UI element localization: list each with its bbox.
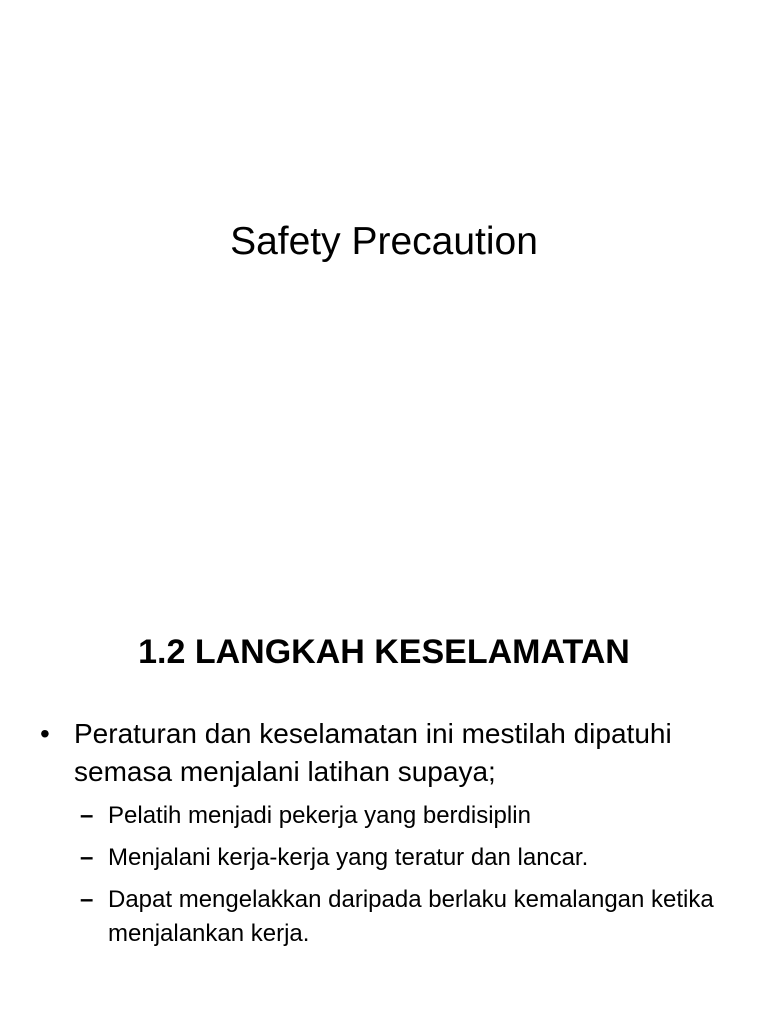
sub-marker: –	[80, 802, 94, 829]
slide-content	[0, 512, 768, 1024]
sub-marker: –	[80, 886, 94, 913]
bullet-text: Peraturan dan keselamatan ini mestilah dipatuhi semasa menjalani latihan supaya;	[74, 718, 672, 787]
sub-item	[80, 841, 750, 875]
bullet-item	[40, 715, 750, 791]
sub-item-text: Menjalani kerja-kerja yang teratur dan lancar.	[108, 844, 589, 871]
slide-title-heading: Safety Precaution	[230, 220, 538, 263]
sub-item	[80, 799, 750, 833]
sub-marker: –	[80, 844, 94, 871]
sub-list	[40, 799, 750, 951]
sub-item-text: Pelatih menjadi pekerja yang berdisiplin	[108, 802, 531, 829]
slide-content-heading: 1.2 LANGKAH KESELAMATAN	[138, 633, 630, 671]
bullet-marker: •	[40, 718, 50, 749]
sub-item	[80, 883, 750, 951]
sub-item-text: Dapat mengelakkan daripada berlaku kemalangan ketika menjalankan kerja.	[108, 886, 714, 947]
slide-body	[40, 715, 750, 951]
